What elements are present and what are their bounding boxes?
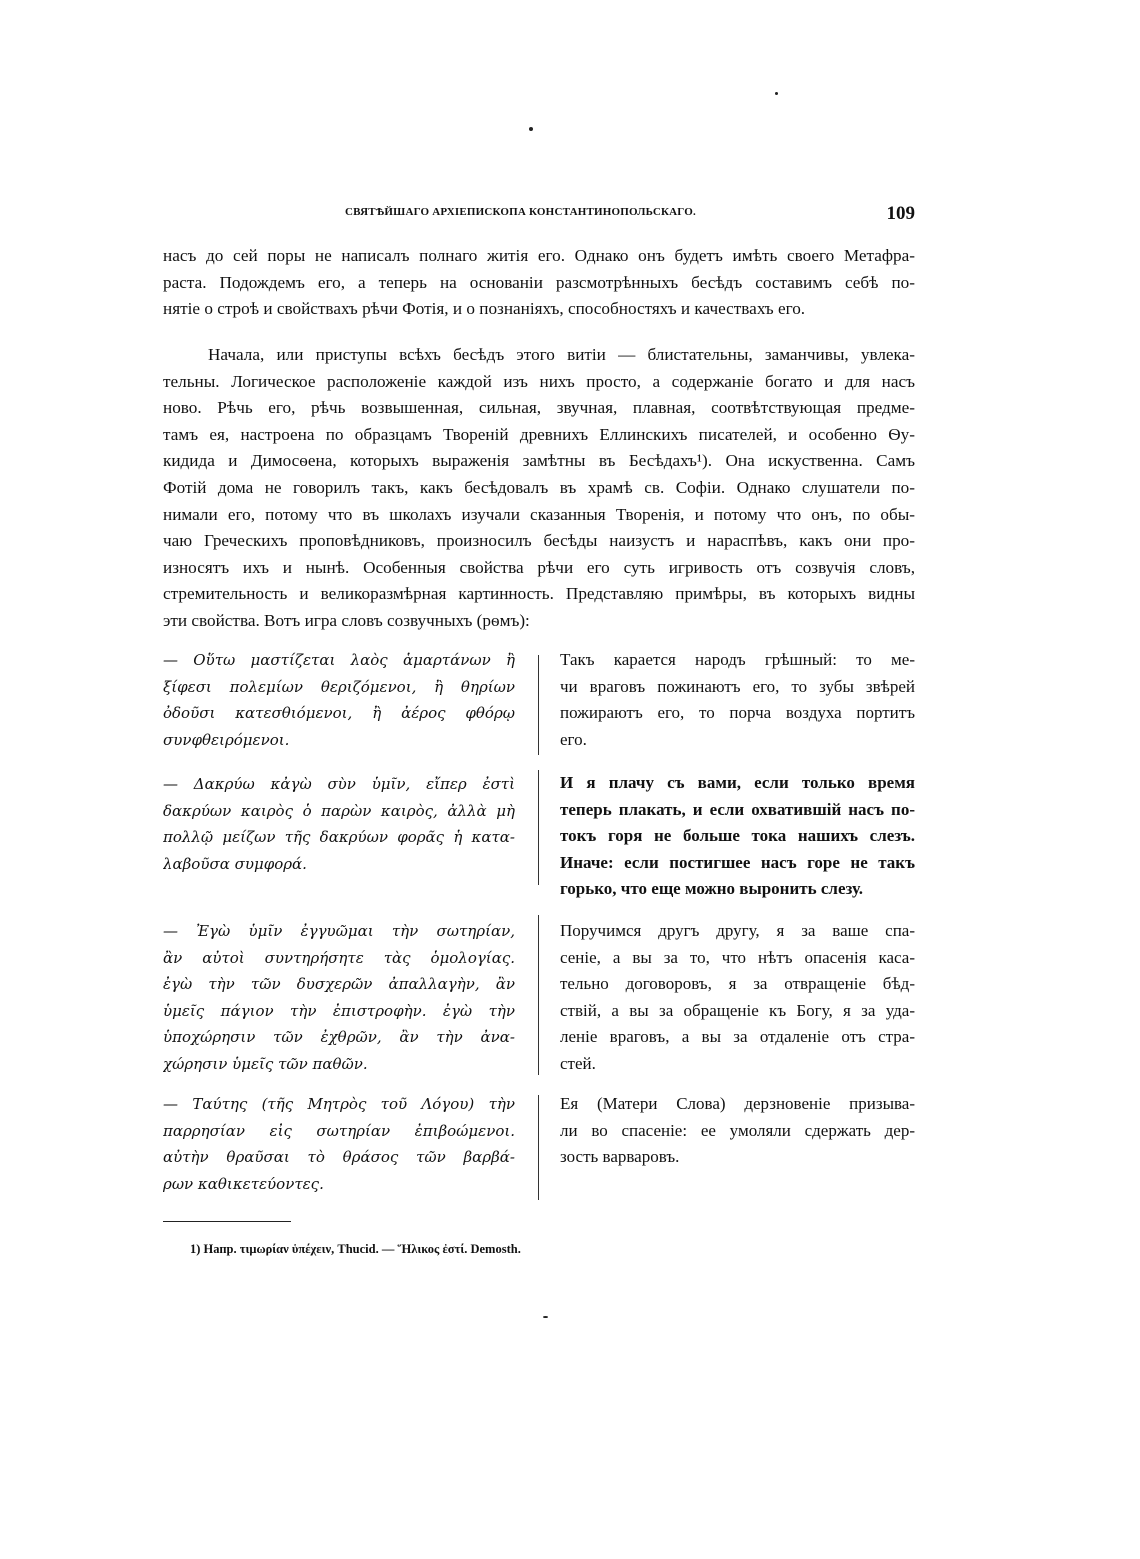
- page-header: [165, 203, 915, 227]
- translation-line: чи враговъ пожинаютъ его, то зубы звѣрей: [560, 676, 915, 696]
- text-line: тамъ ея, настроена по образцамъ Твореній древнихъ Еллинскихъ писателей, и особенно Ѳу-: [163, 424, 915, 444]
- parallel-columns: [163, 645, 915, 1195]
- translation-line: Поручимся другъ другу, я за ваше спа-: [560, 921, 915, 940]
- print-speck: [529, 127, 533, 131]
- translation-line: И я плачу съ вами, если только время: [560, 773, 915, 792]
- greek-line: — Δακρύω κἀγὼ σὺν ὑμῖν, εἴπερ ἐστὶ: [163, 775, 515, 793]
- translation-line: леніе враговъ, а вы за отдаленіе отъ стра-: [560, 1027, 915, 1047]
- greek-line: ὑποχώρησιν τῶν ἐχθρῶν, ἂν τὴν ἀνα-: [163, 1028, 515, 1047]
- greek-line: παρρησίαν εἰς σωτηρίαν ἐπιβοώμενοι.: [163, 1121, 515, 1140]
- greek-quote-1: [163, 647, 515, 753]
- greek-line: ὀδοῦσι κατεσθιόμενοι, ἢ ἀέρος φθόρῳ: [163, 704, 515, 723]
- text-line: стремительность и великоразмѣрная картинность. Представляю примѣры, въ которыхъ видны: [163, 584, 915, 604]
- column-divider: [538, 770, 539, 885]
- greek-line: — Ταύτης (τῆς Μητρὸς τοῦ Λόγου) τὴν: [163, 1095, 515, 1113]
- translation-line: ли во спасеніе: ее умоляли сдержать дер-: [560, 1120, 915, 1140]
- translation-3: [560, 918, 915, 1078]
- column-divider: [538, 1095, 539, 1200]
- translation-line: Такъ карается народъ грѣшный: то ме-: [560, 650, 915, 669]
- greek-line: συνφθειρόμενοι.: [163, 730, 290, 749]
- text-line: Начала, или приступы всѣхъ бесѣдъ этого витіи — блистательны, заманчивы, увлека-: [208, 345, 915, 364]
- translation-line: токъ горя не больше тока нашихъ слезъ.: [560, 826, 915, 846]
- main-paragraph: [163, 342, 915, 635]
- text-line: ново. Рѣчь его, рѣчь возвышенная, сильная, звучная, плавная, соотвѣтствующая предме-: [163, 398, 915, 418]
- text-line: тельны. Логическое расположеніе каждой изъ нихъ просто, а содержаніе богато и для насъ: [163, 371, 915, 391]
- text-line: Фотій дома не говорилъ такъ, какъ бесѣдовалъ въ храмѣ св. Софіи. Однако слушатели по-: [163, 477, 915, 497]
- column-divider: [538, 655, 539, 755]
- translation-line: пожираютъ его, то порча воздуха портитъ: [560, 703, 915, 723]
- greek-quote-3: [163, 918, 515, 1078]
- translation-4: [560, 1091, 915, 1171]
- text-line: насъ до сей поры не написалъ полнаго житія его. Однако онъ будетъ имѣть своего Метафра-: [163, 246, 915, 265]
- text-line: чаю Греческихъ проповѣдниковъ, произносилъ бесѣды наизустъ и нараспѣвъ, какъ они про-: [163, 531, 915, 551]
- greek-line: ρων καθικετεύοντες.: [163, 1174, 324, 1193]
- text-line: нимали его, потому что въ школахъ изучали сказанныя Творенія, и потому что онъ, по обы-: [163, 504, 915, 524]
- translation-line: тельно договоровъ, я за отвращеніе бѣд-: [560, 974, 915, 994]
- page-number: 109: [886, 203, 915, 224]
- greek-line: χώρησιν ὑμεῖς τῶν παθῶν.: [163, 1054, 368, 1073]
- translation-line: Иначе: если постигшее насъ горе не такъ: [560, 852, 915, 872]
- greek-line: λαβοῦσα συμφορά.: [163, 854, 307, 873]
- translation-line: стей.: [560, 1053, 596, 1073]
- greek-line: ἐγὼ τὴν τῶν δυσχερῶν ἀπαλλαγὴν, ἂν: [163, 975, 515, 994]
- text-line: эти свойства. Вотъ игра словъ созвучныхъ (рѳмъ):: [163, 610, 530, 630]
- greek-line: — Οὕτω μαστίζεται λαὸς ἁμαρτάνων ἢ: [163, 651, 515, 669]
- greek-line: — Ἐγὼ ὑμῖν ἐγγυῶμαι τὴν σωτηρίαν,: [163, 922, 515, 940]
- greek-line: πολλῷ μείζων τῆς δακρύων φορᾶς ἡ κατα-: [163, 828, 515, 847]
- greek-line: δακρύων καιρὸς ὁ παρὼν καιρὸς, ἀλλὰ μὴ: [163, 801, 515, 820]
- text-line: раста. Подождемъ его, а теперь на основаніи разсмотрѣнныхъ бесѣдъ составимъ себѣ по-: [163, 272, 915, 292]
- text-line: нятіе о строѣ и свойствахъ рѣчи Фотія, и о познаніяхъ, способностяхъ и качествахъ его.: [163, 299, 806, 319]
- translation-line: зость варваровъ.: [560, 1147, 680, 1167]
- translation-1: [560, 647, 915, 753]
- print-speck: [775, 92, 778, 95]
- translation-line: Ея (Матери Слова) дерзновеніе призыва-: [560, 1094, 915, 1113]
- greek-line: ὑμεῖς πάγιον τὴν ἐπιστροφὴν. ἐγὼ τὴν: [163, 1001, 515, 1020]
- translation-2: [560, 770, 915, 903]
- translation-line: теперь плакать, и если охватившій насъ по-: [560, 799, 915, 819]
- translation-line: горько, что еще можно выронить слезу.: [560, 879, 864, 899]
- footnote: 1) Напр. τιμωρίαν ὑπέχειν, Thucid. — Ἥλικος ἐστί. Demosth.: [190, 1242, 521, 1256]
- footnote-rule: [163, 1221, 291, 1222]
- greek-line: ἂν αὐτοὶ συντηρήσητε τὰς ὁμολογίας.: [163, 948, 515, 967]
- column-divider: [538, 915, 539, 1075]
- greek-quote-4: [163, 1091, 515, 1197]
- translation-line: его.: [560, 729, 587, 749]
- translation-line: сеніе, а вы за то, что нѣтъ опасенія каса-: [560, 947, 915, 967]
- print-speck: [543, 1316, 548, 1318]
- greek-line: ξίφεσι πολεμίων θεριζόμενοι, ἢ θηρίων: [163, 677, 515, 696]
- greek-quote-2: [163, 771, 515, 877]
- translation-line: ствій, а вы за обращеніе къ Богу, я за уда-: [560, 1000, 915, 1020]
- greek-line: αὐτὴν θραῦσαι τὸ θράσος τῶν βαρβά-: [163, 1148, 515, 1167]
- running-title: СВЯТѢЙШАГО АРХІЕПИСКОПА КОНСТАНТИНОПОЛЬСКАГО.: [345, 206, 696, 218]
- opening-paragraph: [163, 243, 915, 323]
- text-line: кидида и Димосѳена, которыхъ выраженія замѣтны въ Бесѣдахъ¹). Она искуственна. Самъ: [163, 451, 915, 471]
- text-line: износятъ ихъ и нынѣ. Особенныя свойства рѣчи его суть игривость отъ созвучія словъ,: [163, 557, 915, 577]
